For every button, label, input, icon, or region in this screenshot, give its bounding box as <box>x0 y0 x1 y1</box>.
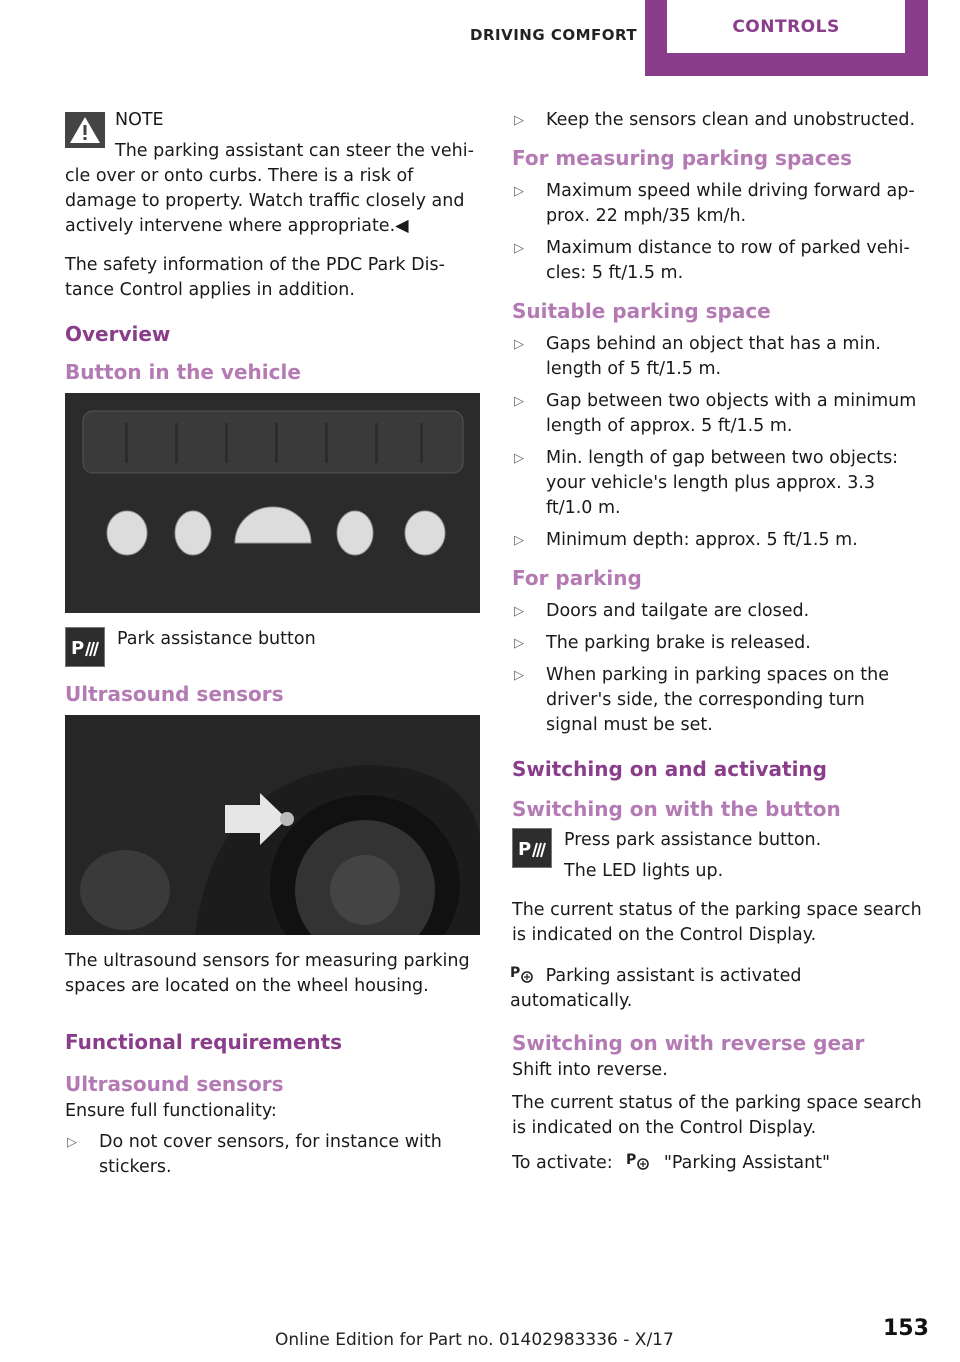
bullet-icon: ▷ <box>514 636 524 651</box>
press-button-row <box>512 828 922 884</box>
switch-button-heading: Switching on with the button <box>512 797 841 821</box>
button-caption-row <box>65 627 480 667</box>
console-photo <box>65 393 480 613</box>
list-item: ▷ The parking brake is released. <box>512 631 922 656</box>
bullet-icon: ▷ <box>514 604 524 619</box>
overview-heading: Overview <box>65 322 171 346</box>
button-heading: Button in the vehicle <box>65 360 301 384</box>
list-item: ▷ Keep the sensors clean and unobstructed. <box>512 108 922 133</box>
parking-heading: For parking <box>512 566 642 590</box>
svg-text:P: P <box>71 638 85 659</box>
ultrasound-heading: Ultrasound sensors <box>65 682 284 706</box>
parking-assistant-icon <box>510 962 534 984</box>
shift-text: Shift into reverse. <box>512 1060 668 1080</box>
edition-footer: Online Edition for Part no. 01402983336 - X/17 <box>275 1330 674 1350</box>
switch-heading: Switching on and activating <box>512 757 827 781</box>
status-text: The current status of the parking space search is indicated on the Control Display. <box>512 900 922 945</box>
left-column <box>65 108 480 1188</box>
bullet-icon: ▷ <box>514 113 524 128</box>
bullet-icon: ▷ <box>514 668 524 683</box>
button-caption: Park assistance button <box>117 629 316 649</box>
note-block <box>65 108 480 133</box>
suitable-heading: Suitable parking space <box>512 299 771 323</box>
parking-assistant-icon <box>626 1149 650 1171</box>
list-item: ▷ Gaps behind an object that has a min. length of 5 ft/1.5 m. <box>514 334 881 379</box>
activate-value: "Parking Assistant" <box>663 1153 831 1173</box>
page-number: 153 <box>883 1316 929 1341</box>
bullet-icon: ▷ <box>514 533 524 548</box>
svg-text:P: P <box>510 965 521 981</box>
ultrasound-text: The ultrasound sensors for measuring parking spaces are located on the wheel housing. <box>65 951 470 996</box>
chapter-tab-label: CONTROLS <box>667 0 905 53</box>
auto-text: Parking assistant is activated automatically. <box>510 966 802 1011</box>
functional-heading: Functional requirements <box>65 1030 343 1054</box>
list-item: ▷ Min. length of gap between two objects: your vehicle's length plus approx. 3.3 ft/1.0 m. <box>514 448 899 518</box>
functional-text: Ensure full functionality: <box>65 1101 277 1121</box>
list-item: ▷ Do not cover sensors, for instance with stickers. <box>67 1132 442 1177</box>
bullet-icon: ▷ <box>514 394 524 409</box>
list-item: ▷ Maximum distance to row of parked vehi‐cles: 5 ft/1.5 m. <box>514 238 910 283</box>
note-title: NOTE <box>115 110 164 130</box>
status-text-2: The current status of the parking space search is indicated on the Control Display. <box>512 1093 922 1138</box>
activate-row <box>512 1149 922 1176</box>
measuring-list <box>512 179 922 286</box>
bullet-icon: ▷ <box>514 241 524 256</box>
section-title: DRIVING COMFORT <box>470 26 638 44</box>
svg-text:P: P <box>518 839 532 860</box>
note-text: The parking assistant can steer the vehi‐cle over or onto curbs. There is a risk of damage to property. Watch traffic closely and actively intervene where appropriate.◀ <box>65 141 474 236</box>
activate-label: To activate: <box>512 1153 613 1173</box>
parking-list <box>512 599 922 738</box>
list-item: ▷ When parking in parking spaces on the driver's side, the corresponding turn signal must be set. <box>514 665 890 735</box>
list-item: ▷ Maximum speed while driving forward ap‐prox. 22 mph/35 km/h. <box>514 181 915 226</box>
list-item: ▷ Gap between two objects with a minimum length of approx. 5 ft/1.5 m. <box>514 391 917 436</box>
press-text: Press park assistance button. <box>564 830 822 850</box>
led-text: The LED lights up. <box>564 861 724 881</box>
park-assist-button-icon <box>65 627 105 667</box>
reverse-heading: Switching on with reverse gear <box>512 1031 865 1055</box>
bullet-icon: ▷ <box>514 451 524 466</box>
svg-text:P: P <box>626 1152 637 1168</box>
bullet-icon: ▷ <box>514 184 524 199</box>
functional-list <box>65 1130 480 1180</box>
bullet-icon: ▷ <box>514 337 524 352</box>
auto-row <box>510 962 922 1014</box>
safety-text: The safety information of the PDC Park Dis‐tance Control applies in addition. <box>65 255 445 300</box>
functional-sub-heading: Ultrasound sensors <box>65 1072 284 1096</box>
park-assist-button-icon <box>512 828 552 868</box>
list-item: ▷ Doors and tailgate are closed. <box>512 599 922 624</box>
wheel-housing-photo <box>65 715 480 935</box>
right-column <box>512 108 922 1190</box>
top-list <box>512 108 922 133</box>
warning-icon <box>65 112 105 148</box>
bullet-icon: ▷ <box>67 1135 77 1150</box>
measuring-heading: For measuring parking spaces <box>512 146 853 170</box>
chapter-tab <box>645 0 928 76</box>
suitable-list <box>512 332 922 553</box>
list-item: ▷ Minimum depth: approx. 5 ft/1.5 m. <box>512 528 922 553</box>
